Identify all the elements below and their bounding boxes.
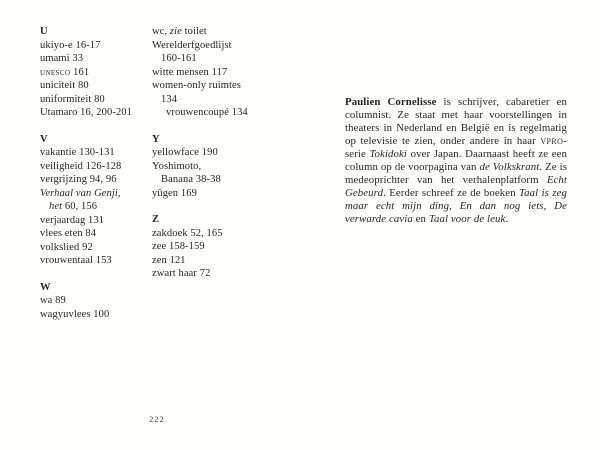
index-entry-text: 161 <box>70 66 90 78</box>
index-column-1 <box>40 25 152 321</box>
index-entry <box>40 187 152 201</box>
bio-text: , <box>449 200 460 212</box>
index-entry-text: wc, <box>152 26 170 37</box>
index-entry <box>40 308 152 322</box>
index-entry <box>152 106 274 120</box>
index-entry-text: Banana 38-38 <box>161 174 221 185</box>
index-entry-text: yūgen 169 <box>152 187 197 199</box>
index-entry <box>152 52 274 66</box>
bio-text: Taal voor de leuk <box>428 213 506 225</box>
index-entry-text: umami 33 <box>40 53 84 64</box>
index-entry <box>40 146 152 160</box>
bio-text: De verwarde cavia <box>345 200 567 225</box>
bio-text: vpro <box>540 135 564 147</box>
index-entry-text: ukiyo-e 16-17 <box>40 39 101 51</box>
index-entry <box>40 160 152 174</box>
index-entry-text: Verhaal van Genji, <box>40 187 121 199</box>
bio-text: , <box>543 200 555 212</box>
index-entry-text: 160-161 <box>161 53 197 64</box>
index-entry-text: Utamaro 16, 200-201 <box>40 107 133 118</box>
index-entry <box>152 39 274 53</box>
bio-text: en <box>412 213 429 225</box>
index-entry-text: vrouwentaal 153 <box>40 255 112 266</box>
bio-text: de Volkskrant <box>479 161 540 173</box>
index-section-heading <box>152 213 274 227</box>
index-section-heading <box>40 25 152 39</box>
index-entry-text: het <box>49 201 63 212</box>
index-entry <box>40 227 152 241</box>
index-entry-text: Yoshimoto, <box>152 160 202 172</box>
index-entry-text: zie <box>169 26 182 37</box>
index-section-heading <box>40 133 152 147</box>
bio-text: . Eerder schreef ze de boeken <box>383 187 520 199</box>
index-entry <box>40 106 152 120</box>
index-entry <box>152 254 274 268</box>
index-entry-text: zwart haar 72 <box>152 268 211 279</box>
index-section-heading <box>152 133 274 147</box>
index-entry-text: 134 <box>161 93 178 105</box>
index-entry-text: zen 121 <box>152 254 186 266</box>
index-entry-text: zee 158-159 <box>152 241 205 252</box>
bio-text: Paulien Cornelisse <box>345 96 437 108</box>
index-entry <box>152 79 274 93</box>
index-entry <box>152 146 274 160</box>
index-entry-text: vergrijzing 94, 96 <box>40 174 117 185</box>
index-entry <box>40 52 152 66</box>
bio-text: Taal is zeg maar echt mijn ding <box>345 187 567 212</box>
index-entry-text: wa 89 <box>40 295 66 306</box>
index-entry-text: Z <box>152 214 160 225</box>
index-entry-text: Y <box>152 133 160 145</box>
index-entry-text: vakantie 130-131 <box>40 147 115 158</box>
index-entry-text: U <box>40 26 48 37</box>
index-column-2 <box>152 25 274 281</box>
index-entry <box>152 160 274 174</box>
bio-text: over Japan. Daarnaast heeft ze een column op de voorpagina van <box>345 148 567 173</box>
index-entry-text: 60, 156 <box>62 201 98 212</box>
index-entry <box>40 66 152 80</box>
index-entry <box>40 254 152 268</box>
index-entry-text: Werelderfgoedlijst <box>152 39 232 51</box>
index-entry <box>152 187 274 201</box>
index-entry <box>152 267 274 281</box>
bio-text: . Ze is medeoprichter van het verhalenplatform <box>345 161 567 186</box>
index-entry <box>40 79 152 93</box>
index-entry-text: witte mensen 117 <box>152 66 228 78</box>
index-entry-text: uniciteit 80 <box>40 80 89 91</box>
bio-text: is schrijver, cabaretier en columnist. Ze staat met haar voorstellingen in theaters in Nederland en België en is regelmatig op televisie te zien, onder andere in haar <box>345 96 567 147</box>
index-entry-text: wagyuvlees 100 <box>40 308 110 320</box>
index-entry <box>152 93 274 107</box>
index-entry <box>152 66 274 80</box>
index-entry-text: volkslied 92 <box>40 241 93 253</box>
bio-text: En dan nog iets <box>459 200 544 212</box>
index-entry-text: uniformiteit 80 <box>40 93 105 105</box>
page-number: 222 <box>149 415 165 424</box>
index-entry <box>152 227 274 241</box>
index-entry <box>40 241 152 255</box>
index-entry-text: verjaardag 131 <box>40 214 105 226</box>
index-entry-text: vrouwencoupé 134 <box>166 107 248 118</box>
bio-text: Echt Gebeurd <box>345 174 567 199</box>
bio-text: . <box>505 213 509 225</box>
index-entry-text: V <box>40 133 48 145</box>
index-entry <box>40 173 152 187</box>
index-entry-text: women-only ruimtes <box>152 80 241 91</box>
index-entry-text: yellowface 190 <box>152 147 218 158</box>
bio-text: Tokidoki <box>369 148 408 160</box>
index-entry <box>152 25 274 39</box>
author-bio <box>345 96 567 226</box>
bio-text: -serie <box>345 135 567 160</box>
index-entry-text: toilet <box>181 26 207 37</box>
index-entry <box>40 39 152 53</box>
index-entry <box>40 93 152 107</box>
index-entry <box>40 200 152 214</box>
index-section-heading <box>40 281 152 295</box>
index-entry <box>40 294 152 308</box>
index-entry-text: vlees eten 84 <box>40 228 97 239</box>
index-entry <box>40 214 152 228</box>
index-entry <box>152 240 274 254</box>
index-entry-text: zakdoek 52, 165 <box>152 227 223 239</box>
index-entry-text: W <box>40 281 51 293</box>
index-entry <box>152 173 274 187</box>
index-entry-text: unesco <box>40 66 71 78</box>
index-entry-text: veiligheid 126-128 <box>40 160 122 172</box>
